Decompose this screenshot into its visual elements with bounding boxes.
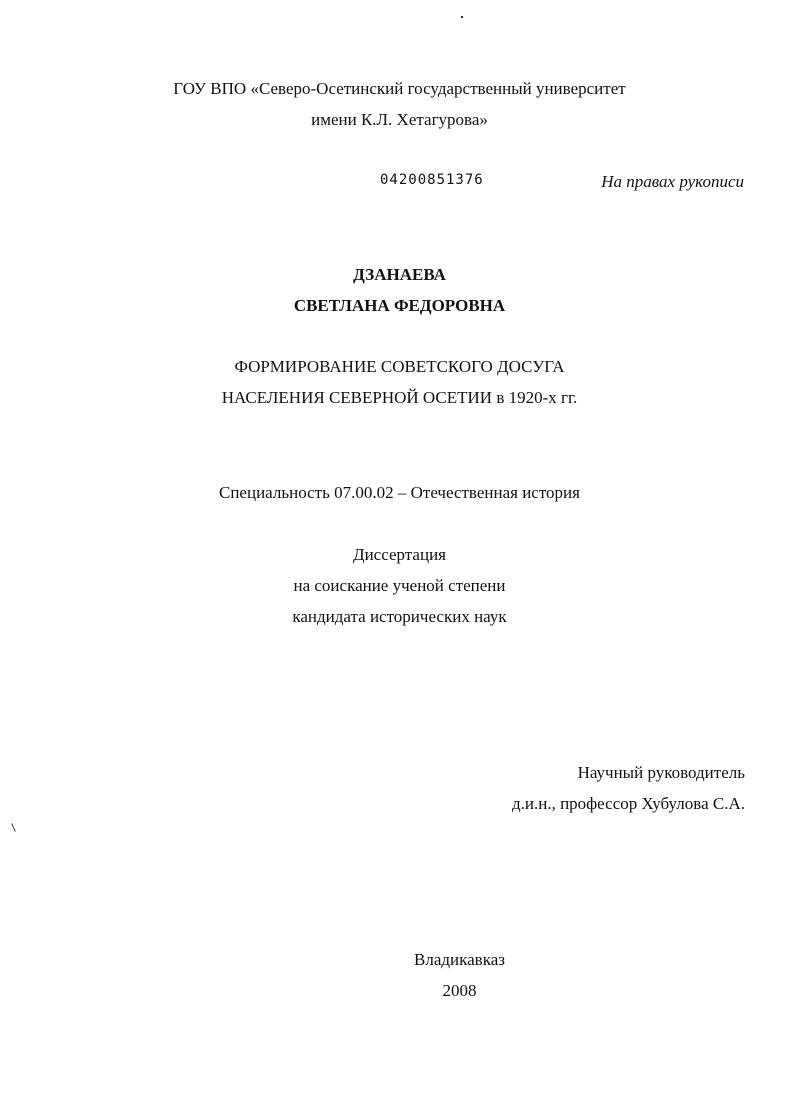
scan-speck-top — [461, 16, 463, 18]
dissertation-title-line-1: ФОРМИРОВАНИЕ СОВЕТСКОГО ДОСУГА — [234, 357, 565, 376]
specialty: Специальность 07.00.02 – Отечественная история — [219, 483, 580, 502]
author-surname: ДЗАНАЕВА — [353, 265, 446, 284]
institution-line-1: ГОУ ВПО «Северо-Осетинский государственный университет — [173, 79, 626, 98]
supervisor-name: д.и.н., профессор Хубулова С.А. — [511, 794, 745, 813]
city: Владикавказ — [414, 950, 505, 969]
author-given-names: СВЕТЛАНА ФЕДОРОВНА — [293, 296, 506, 315]
year: 2008 — [442, 981, 477, 1000]
degree-line-2: на соискание ученой степени — [293, 576, 506, 595]
degree-line-1: Диссертация — [352, 545, 446, 564]
institution-line-2: имени К.Л. Хетагурова» — [311, 110, 488, 129]
dissertation-title-line-2: НАСЕЛЕНИЯ СЕВЕРНОЙ ОСЕТИИ в 1920-х гг. — [221, 388, 578, 407]
scan-speck-left — [11, 823, 16, 832]
degree-line-3: кандидата исторических наук — [292, 607, 507, 626]
manuscript-note: На правах рукописи — [601, 172, 744, 191]
record-number: 04200851376 — [380, 172, 484, 188]
supervisor-label: Научный руководитель — [577, 763, 745, 782]
